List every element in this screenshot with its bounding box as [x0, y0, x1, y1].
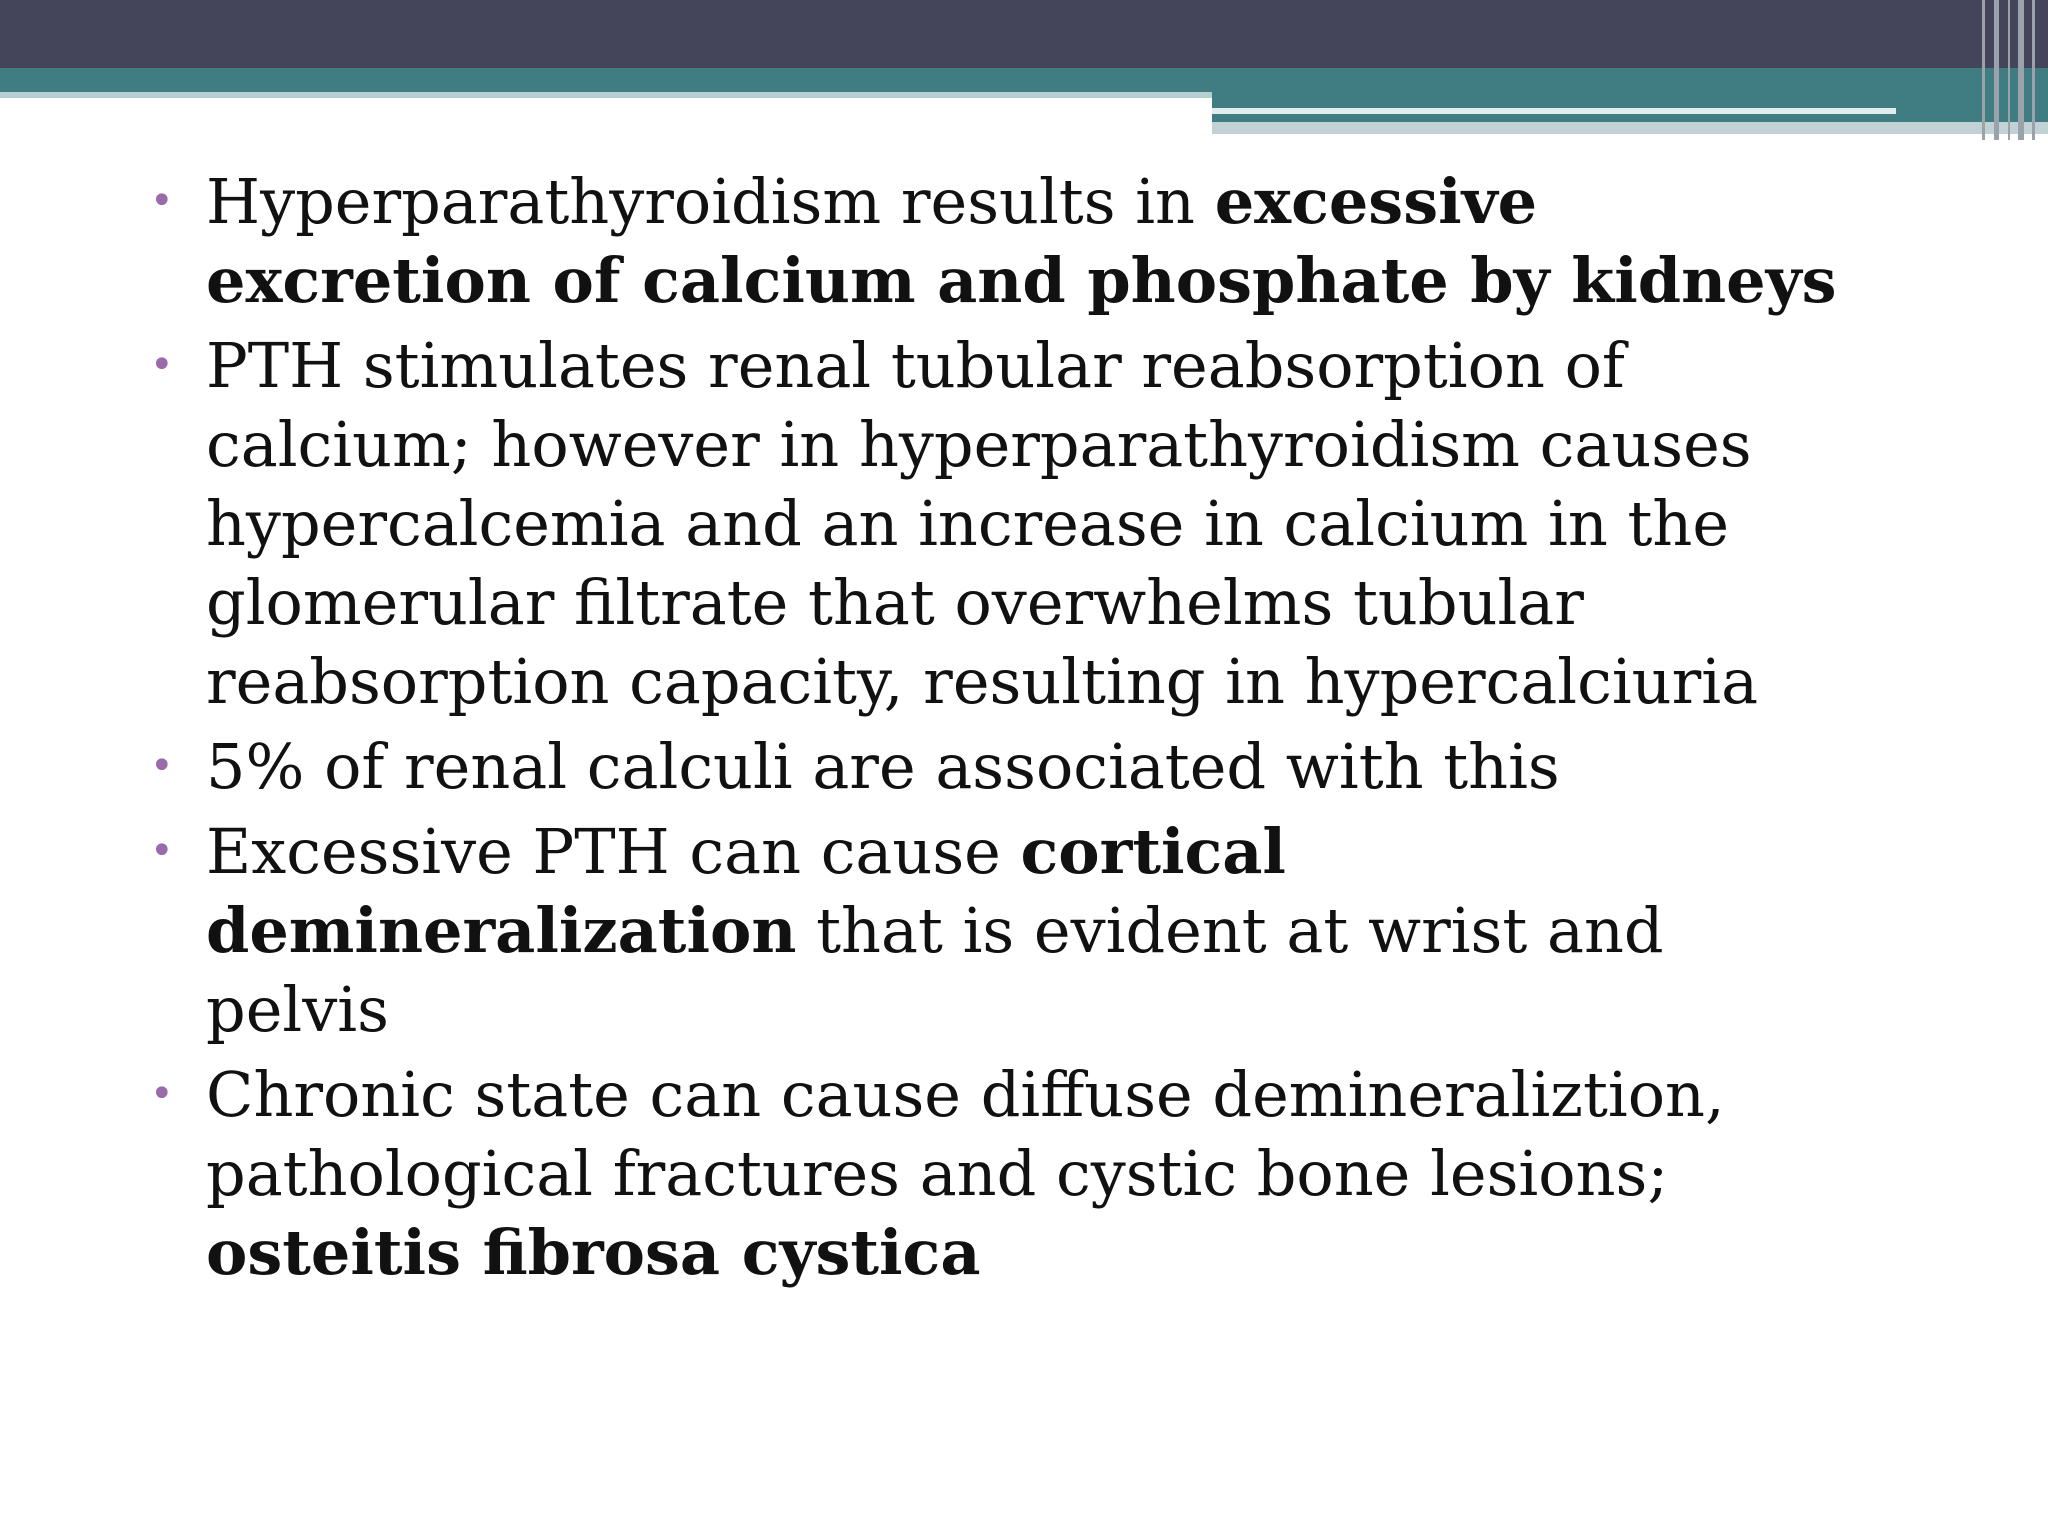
bullet-text-part: PTH stimulates renal tubular reabsorption of calcium; however in hyperparathyroidism causes hypercalcemia and an increase in calcium in the glomerular filtrate that overwhelms tubular reabsorption capacity, resulting in hypercalciuria — [206, 329, 1759, 718]
header-band-teal — [0, 68, 2048, 92]
slide-content — [144, 162, 1844, 1298]
bullet-text-part: Hyperparathyroidism results in — [206, 165, 1215, 238]
bullet-text — [206, 1058, 1725, 1289]
bullet-icon: • — [150, 1071, 174, 1117]
header-band-white-line — [1212, 108, 1896, 114]
header-band-teal-low — [1212, 92, 2048, 122]
bullet-text — [206, 329, 1758, 718]
bullet-text-part: Excessive PTH can cause — [206, 815, 1021, 888]
bullet-item — [144, 162, 1844, 320]
bullet-text — [206, 165, 1837, 317]
bullet-text-bold: osteitis fibrosa cystica — [206, 1216, 981, 1289]
bullet-text-part: 5% of renal calculi are associated with this — [206, 730, 1560, 803]
bullet-icon: • — [150, 743, 174, 789]
bullet-text-bold: excessive excretion of calcium and phosphate by kidneys — [206, 165, 1837, 317]
bullet-item — [144, 812, 1844, 1049]
header-band-grey — [1212, 122, 2048, 134]
bullet-icon: • — [150, 342, 174, 388]
bullet-text-part: Chronic state can cause diffuse demineraliztion, pathological fractures and cystic bone lesions; — [206, 1058, 1725, 1210]
bullet-text-part: that is evident at wrist and pelvis — [206, 894, 1664, 1046]
header-band-dark — [0, 0, 2048, 68]
bullet-icon: • — [150, 828, 174, 874]
bullet-text — [206, 730, 1560, 803]
bullet-icon: • — [150, 178, 174, 224]
header-edge-lines — [1976, 0, 2048, 140]
header-band-teal-light — [0, 92, 1212, 98]
bullet-item — [144, 727, 1844, 806]
bullet-text — [206, 815, 1664, 1046]
bullet-item — [144, 326, 1844, 721]
bullet-item — [144, 1055, 1844, 1292]
bullet-text-bold: cortical demineralization — [206, 815, 1286, 967]
bullet-list — [144, 162, 1844, 1292]
